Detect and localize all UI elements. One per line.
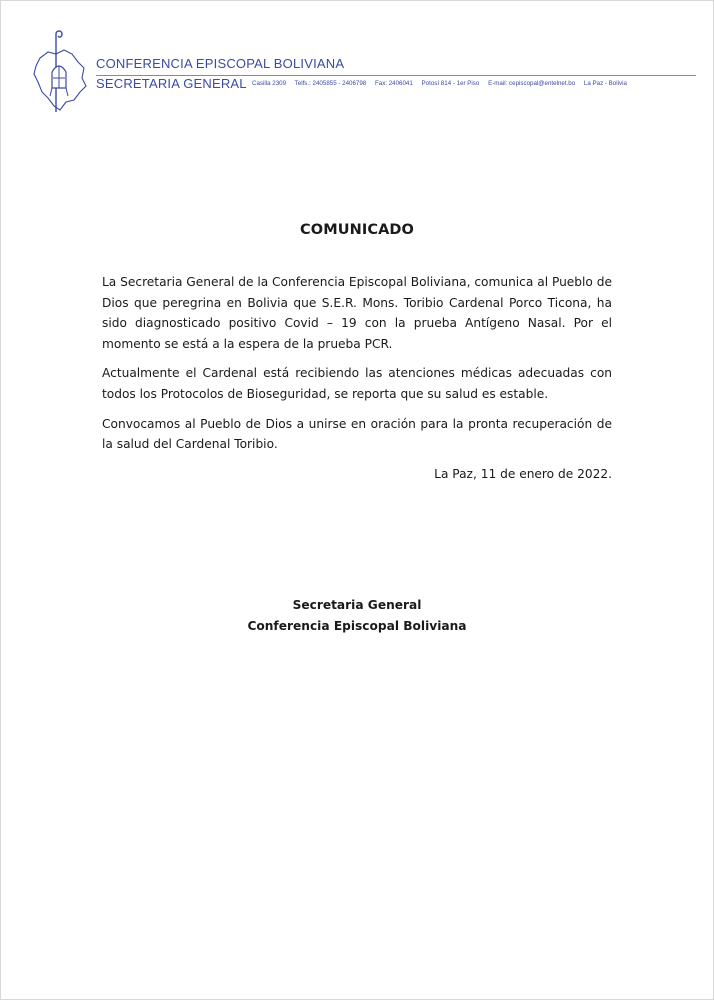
body-paragraph-2: Actualmente el Cardenal está recibiendo las atenciones médicas adecuadas con todos los Protocolos de Bioseguridad, se reporta que su salud es estable. <box>102 366 612 401</box>
date-line: La Paz, 11 de enero de 2022. <box>434 466 612 481</box>
document-title: COMUNICADO <box>300 221 414 238</box>
body-paragraph-1: La Secretaria General de la Conferencia Episcopal Boliviana, comunica al Pueblo de Dios que peregrina en Bolivia que S.E.R. Mons. Toribio Cardenal Porco Ticona, ha sido diagnosticado positivo Covid – 19 con la prueba Antígeno Nasal. Por el momento se está a la espera de la prueba PCR. <box>102 275 612 351</box>
signature-title: Secretaria General <box>292 598 422 612</box>
department-name: SECRETARIA GENERAL <box>96 76 247 91</box>
document-body <box>102 272 612 493</box>
contact-email: E-mail: cepiscopal@entelnet.bo <box>488 80 576 87</box>
contact-po-box: Casilla 2309 <box>252 80 287 87</box>
contact-info <box>252 80 634 87</box>
letterhead <box>26 28 698 118</box>
contact-fax: Fax: 2406041 <box>374 80 413 87</box>
signature-organization: Conferencia Episcopal Boliviana <box>247 618 467 633</box>
organization-name: CONFERENCIA EPISCOPAL BOLIVIANA <box>96 56 345 71</box>
episcopal-crest-icon <box>26 28 90 116</box>
signature-block <box>0 595 714 636</box>
contact-address: Potosí 814 - 1er Piso <box>421 80 480 87</box>
contact-city: La Paz - Bolivia <box>583 80 627 87</box>
body-paragraph-3: Convocamos al Pueblo de Dios a unirse en oración para la pronta recuperación de la salud del Cardenal Toribio. <box>102 416 612 452</box>
contact-phones: Telfs.: 2405855 - 2406798 <box>294 80 367 87</box>
